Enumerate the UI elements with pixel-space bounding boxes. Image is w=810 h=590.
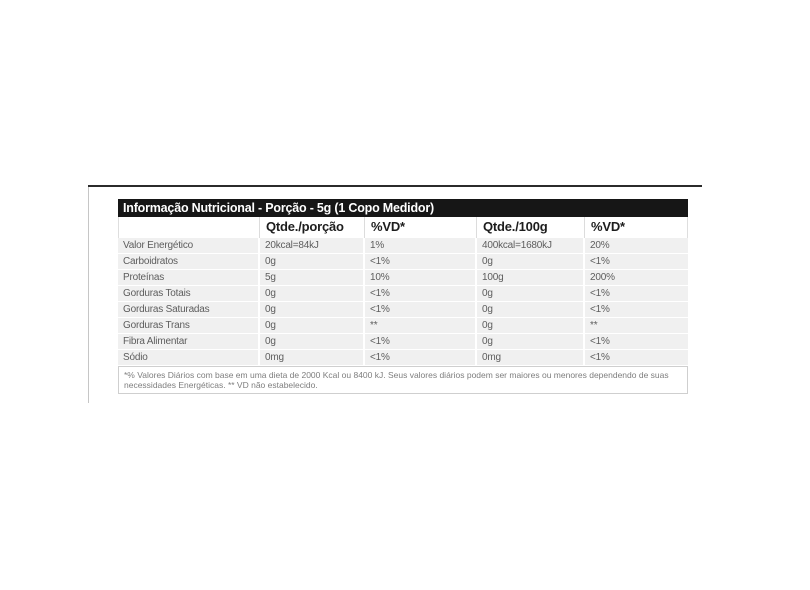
nutrient-value-cell: <1%	[363, 350, 475, 365]
column-header-cell: Qtde./porção	[259, 217, 364, 238]
nutrient-value-cell: **	[583, 318, 688, 333]
footnote-box	[118, 366, 688, 394]
nutrient-value-cell: 10%	[363, 270, 475, 285]
table-title: Informação Nutricional - Porção - 5g (1 Copo Medidor)	[123, 201, 434, 215]
nutrient-value-cell: <1%	[583, 334, 688, 349]
nutrient-value-cell: 0g	[475, 334, 583, 349]
nutrient-value-cell: <1%	[583, 254, 688, 269]
table-row	[118, 238, 688, 253]
nutrient-value-cell: 0mg	[258, 350, 363, 365]
nutrient-label-cell: Gorduras Totais	[118, 286, 258, 301]
nutrient-value-cell: 200%	[583, 270, 688, 285]
table-title-bar	[118, 199, 688, 217]
table-row	[118, 350, 688, 365]
nutrient-value-cell: <1%	[583, 286, 688, 301]
column-header-cell: Qtde./100g	[476, 217, 584, 238]
nutrient-value-cell: 0g	[258, 318, 363, 333]
nutrient-value-cell: 0mg	[475, 350, 583, 365]
column-header-row	[118, 217, 688, 238]
nutrient-value-cell: 0g	[258, 334, 363, 349]
nutrient-label-cell: Gorduras Saturadas	[118, 302, 258, 317]
nutrient-label-cell: Valor Energético	[118, 238, 258, 253]
nutrient-label-cell: Gorduras Trans	[118, 318, 258, 333]
nutrient-value-cell: **	[363, 318, 475, 333]
table-row	[118, 270, 688, 285]
nutrient-value-cell: 400kcal=1680kJ	[475, 238, 583, 253]
nutrient-value-cell: 5g	[258, 270, 363, 285]
table-row	[118, 302, 688, 317]
column-header-cell: %VD*	[584, 217, 687, 238]
footnote-text: *% Valores Diários com base em uma dieta de 2000 Kcal ou 8400 kJ. Seus valores diários podem ser maiores ou menores dependendo de suas necessidades Energéticas. ** VD não estabelecido.	[124, 370, 669, 390]
nutrient-value-cell: 20kcal=84kJ	[258, 238, 363, 253]
nutrient-value-cell: 0g	[258, 286, 363, 301]
nutrient-value-cell: 20%	[583, 238, 688, 253]
nutrient-label-cell: Proteínas	[118, 270, 258, 285]
nutrient-value-cell: 0g	[475, 286, 583, 301]
image-crop-left-edge	[88, 187, 89, 403]
image-crop-top-edge	[88, 185, 702, 187]
nutrient-value-cell: <1%	[363, 254, 475, 269]
nutrient-value-cell: 100g	[475, 270, 583, 285]
nutrient-value-cell: <1%	[363, 302, 475, 317]
nutrient-value-cell: 1%	[363, 238, 475, 253]
nutrient-value-cell: 0g	[475, 254, 583, 269]
column-header-cell: %VD*	[364, 217, 476, 238]
nutrient-value-cell: 0g	[258, 302, 363, 317]
nutrient-value-cell: <1%	[363, 286, 475, 301]
nutrient-value-cell: 0g	[258, 254, 363, 269]
table-body	[118, 238, 688, 365]
nutrient-label-cell: Carboidratos	[118, 254, 258, 269]
table-row	[118, 286, 688, 301]
nutrient-value-cell: 0g	[475, 302, 583, 317]
nutrient-label-cell: Fibra Alimentar	[118, 334, 258, 349]
column-header-cell	[119, 217, 259, 238]
table-row	[118, 334, 688, 349]
nutrient-value-cell: <1%	[583, 350, 688, 365]
nutrient-value-cell: <1%	[583, 302, 688, 317]
nutrition-facts-table	[118, 199, 688, 394]
table-row	[118, 254, 688, 269]
nutrient-value-cell: <1%	[363, 334, 475, 349]
nutrient-label-cell: Sódio	[118, 350, 258, 365]
nutrient-value-cell: 0g	[475, 318, 583, 333]
table-row	[118, 318, 688, 333]
